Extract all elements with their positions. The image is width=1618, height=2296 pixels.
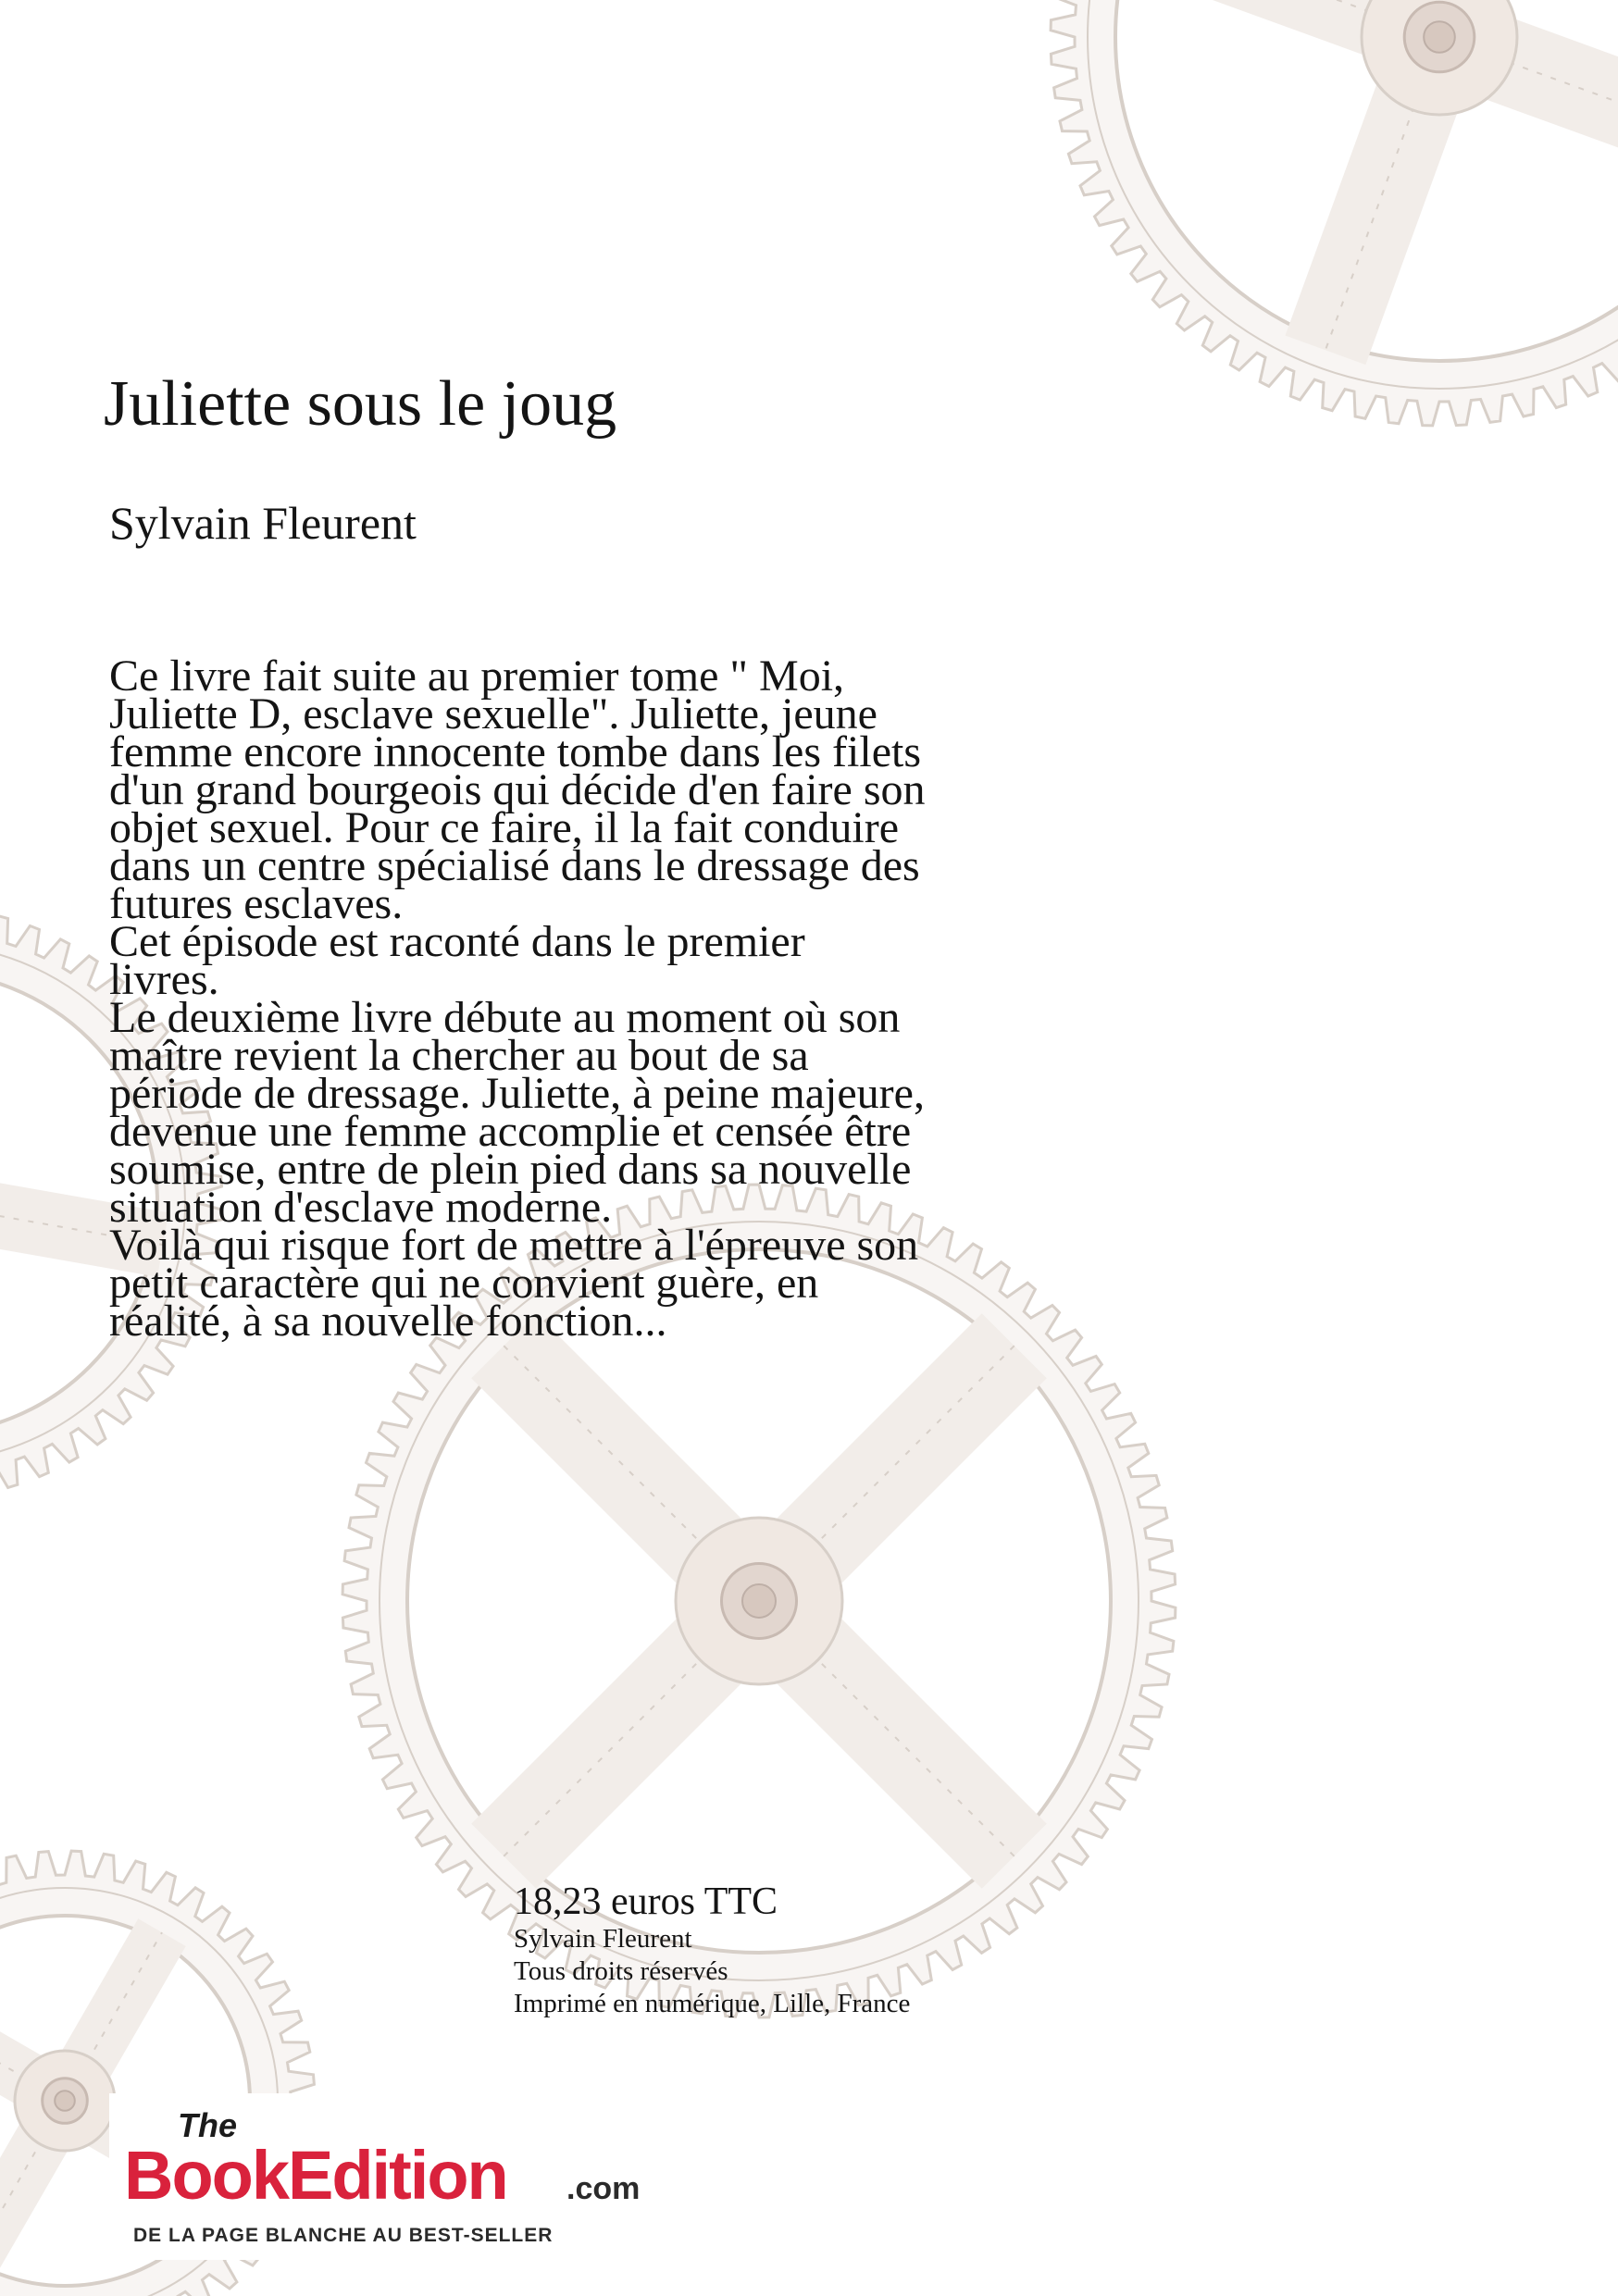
logo-brand: BookEdition (124, 2137, 507, 2214)
blurb-line: Ce livre fait suite au premier tome " Moi, (109, 652, 845, 701)
print-notice: Imprimé en numérique, Lille, France (514, 1989, 911, 2018)
blurb-line: devenue une femme accomplie et censée être (109, 1107, 912, 1156)
logo-tagline: DE LA PAGE BLANCHE AU BEST-SELLER (133, 2225, 554, 2246)
blurb-line: réalité, à sa nouvelle fonction... (109, 1297, 667, 1346)
blurb-line: petit caractère qui ne convient guère, en (109, 1259, 819, 1308)
blurb-line: dans un centre spécialisé dans le dressage des (109, 841, 920, 890)
rights-notice: Tous droits réservés (514, 1956, 728, 1986)
blurb-line: femme encore innocente tombe dans les filets (109, 727, 922, 776)
blurb-line: maître revient la chercher au bout de sa (109, 1031, 809, 1080)
book-author: Sylvain Fleurent (109, 497, 417, 549)
blurb-line: situation d'esclave moderne. (109, 1183, 613, 1232)
price: 18,23 euros TTC (514, 1880, 778, 1923)
colophon (514, 1880, 1069, 2020)
colophon-author: Sylvain Fleurent (514, 1924, 692, 1954)
publisher-logo (109, 2093, 655, 2260)
blurb-line: Juliette D, esclave sexuelle". Juliette, jeune (109, 689, 877, 738)
logo-the: The (178, 2106, 238, 2144)
blurb-line: livres. (109, 955, 219, 1004)
blurb-line: objet sexuel. Pour ce faire, il la fait conduire (109, 803, 900, 852)
blurb-line: soumise, entre de plein pied dans sa nouvelle (109, 1145, 912, 1194)
blurb-line: période de dressage. Juliette, à peine majeure, (109, 1069, 925, 1118)
blurb-line: Le deuxième livre débute au moment où son (109, 993, 901, 1042)
book-title: Juliette sous le joug (104, 368, 617, 440)
book-blurb (109, 652, 1266, 1346)
logo-domain: .com (566, 2171, 641, 2206)
blurb-line: Cet épisode est raconté dans le premier (109, 917, 805, 966)
blurb-line: futures esclaves. (109, 879, 404, 928)
gear-icon (1051, 0, 1618, 426)
blurb-line: d'un grand bourgeois qui décide d'en faire son (109, 765, 926, 814)
blurb-line: Voilà qui risque fort de mettre à l'épreuve son (109, 1221, 919, 1270)
